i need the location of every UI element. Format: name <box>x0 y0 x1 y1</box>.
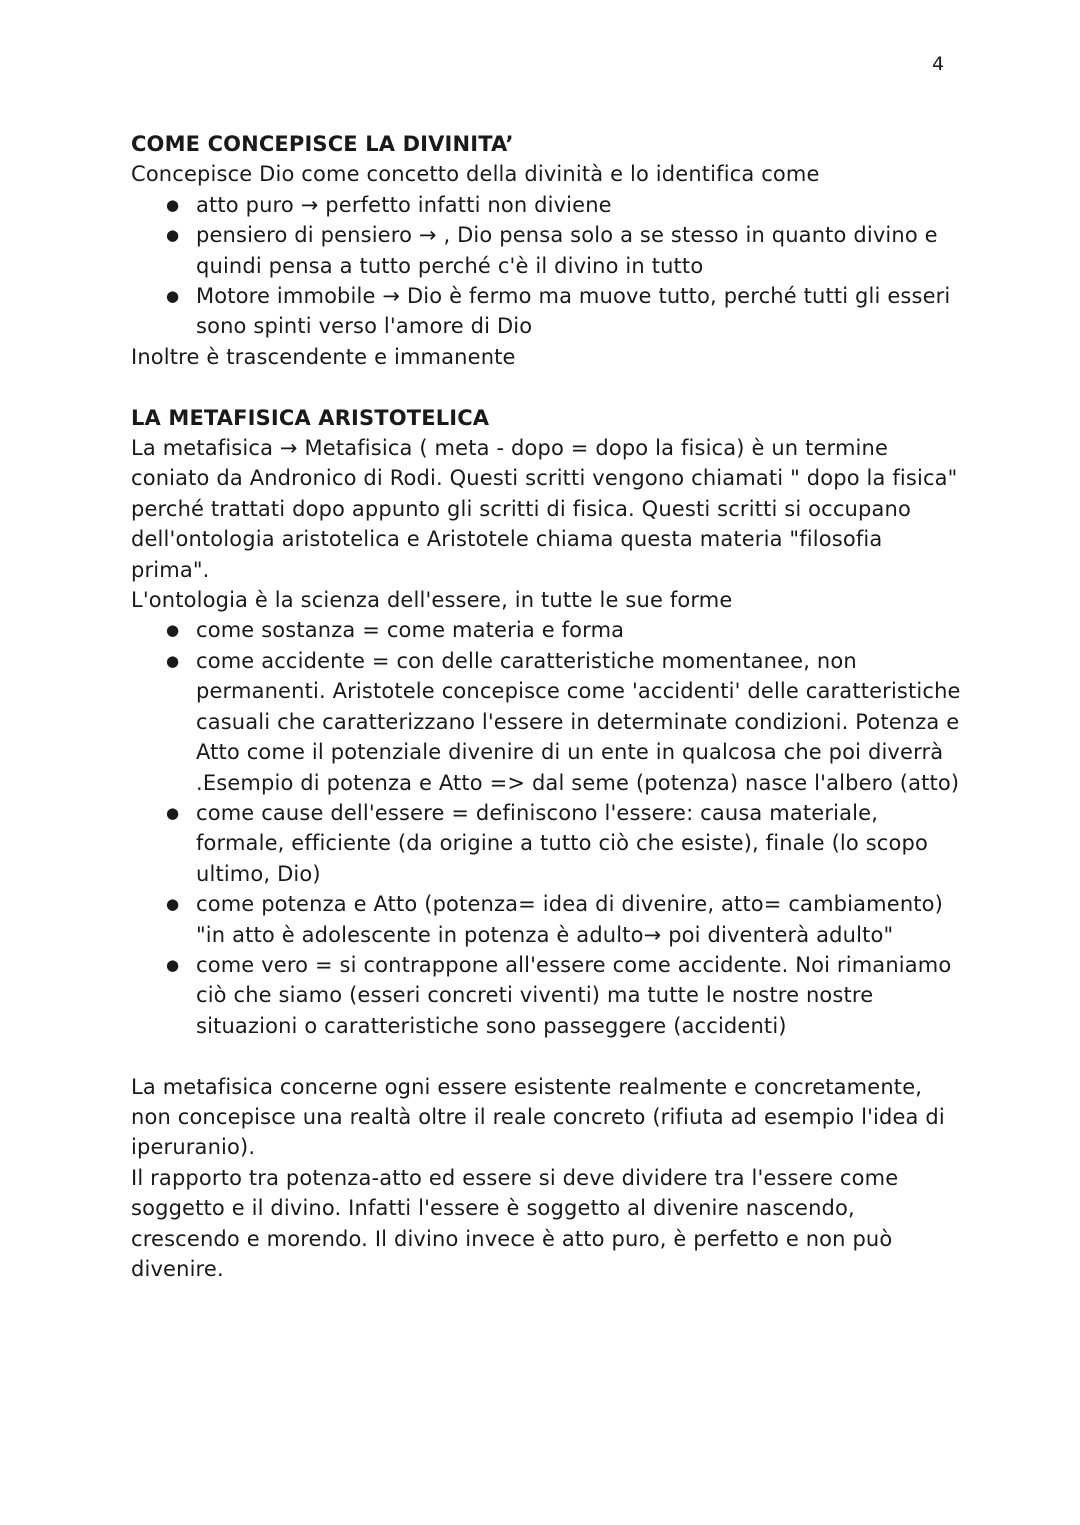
list-item: ● Motore immobile → Dio è fermo ma muove tutto, perché tutti gli esseri sono spinti verso l'amore di Dio <box>131 281 961 342</box>
list-item: ● come accidente = con delle caratteristiche momentanee, non permanenti. Aristotele concepisce come 'accidenti' delle caratteristiche casuali che caratterizzano l'essere in determinate condizioni. Potenza e Atto come il potenziale divenire di un ente in qualcosa che poi diverrà .Esempio di potenza e Atto => dal seme (potenza) nasce l'albero (atto) <box>131 646 961 798</box>
list-item: ● pensiero di pensiero → , Dio pensa solo a se stesso in quanto divino e quindi pensa a tutto perché c'è il divino in tutto <box>131 220 961 281</box>
list-item: ● come cause dell'essere = definiscono l'essere: causa materiale, formale, efficiente (da origine a tutto ciò che esiste), finale (lo scopo ultimo, Dio) <box>131 798 961 889</box>
bullet-icon: ● <box>166 955 180 974</box>
document-body <box>131 129 961 1284</box>
list-item: ● come vero = si contrappone all'essere come accidente. Noi rimaniamo ciò che siamo (esseri concreti viventi) ma tutte le nostre nostre situazioni o caratteristiche sono passeggere (accidenti) <box>131 950 961 1041</box>
spacer <box>131 1041 961 1071</box>
spacer <box>131 372 961 402</box>
section-heading-metafisica: LA METAFISICA ARISTOTELICA <box>131 405 490 430</box>
bullet-icon: ● <box>166 651 180 670</box>
paragraph: La metafisica concerne ogni essere esistente realmente e concretamente, non concepisce una realtà oltre il reale concreto (rifiuta ad esempio l'idea di iperuranio). <box>131 1074 945 1160</box>
list-item: ● atto puro → perfetto infatti non diviene <box>131 190 961 220</box>
ontologia-bullet-list <box>131 615 961 1041</box>
section-heading-divinita: COME CONCEPISCE LA DIVINITA’ <box>131 132 514 156</box>
bullet-icon: ● <box>166 226 180 245</box>
paragraph: Il rapporto tra potenza-atto ed essere si deve dividere tra l'essere come soggetto e il divino. Infatti l'essere è soggetto al divenire nascendo, crescendo e morendo. Il divino invece è atto puro, è perfetto e non può divenire. <box>131 1165 899 1281</box>
paragraph: La metafisica → Metafisica ( meta - dopo = dopo la fisica) è un termine coniato da Andronico di Rodi. Questi scritti vengono chiamati " dopo la fisica" perché trattati dopo appunto gli scritti di fisica. Questi scritti si occupano dell'ontologia aristotelica e Aristotele chiama questa materia "filosofia prima". <box>131 436 958 582</box>
bullet-icon: ● <box>166 803 180 822</box>
section-closing: Inoltre è trascendente e immanente <box>131 344 516 369</box>
list-item: ● come potenza e Atto (potenza= idea di divenire, atto= cambiamento) "in atto è adolescente in potenza è adulto→ poi diventerà adulto" <box>131 889 961 950</box>
page-number: 4 <box>932 53 945 75</box>
bullet-icon: ● <box>166 621 180 640</box>
list-item: ● come sostanza = come materia e forma <box>131 615 961 645</box>
bullet-icon: ● <box>166 195 180 214</box>
bullet-icon: ● <box>166 287 180 306</box>
divinita-bullet-list <box>131 190 961 342</box>
bullet-icon: ● <box>166 895 180 914</box>
paragraph: L'ontologia è la scienza dell'essere, in tutte le sue forme <box>131 588 733 613</box>
section-intro: Concepisce Dio come concetto della divinità e lo identifica come <box>131 162 820 187</box>
